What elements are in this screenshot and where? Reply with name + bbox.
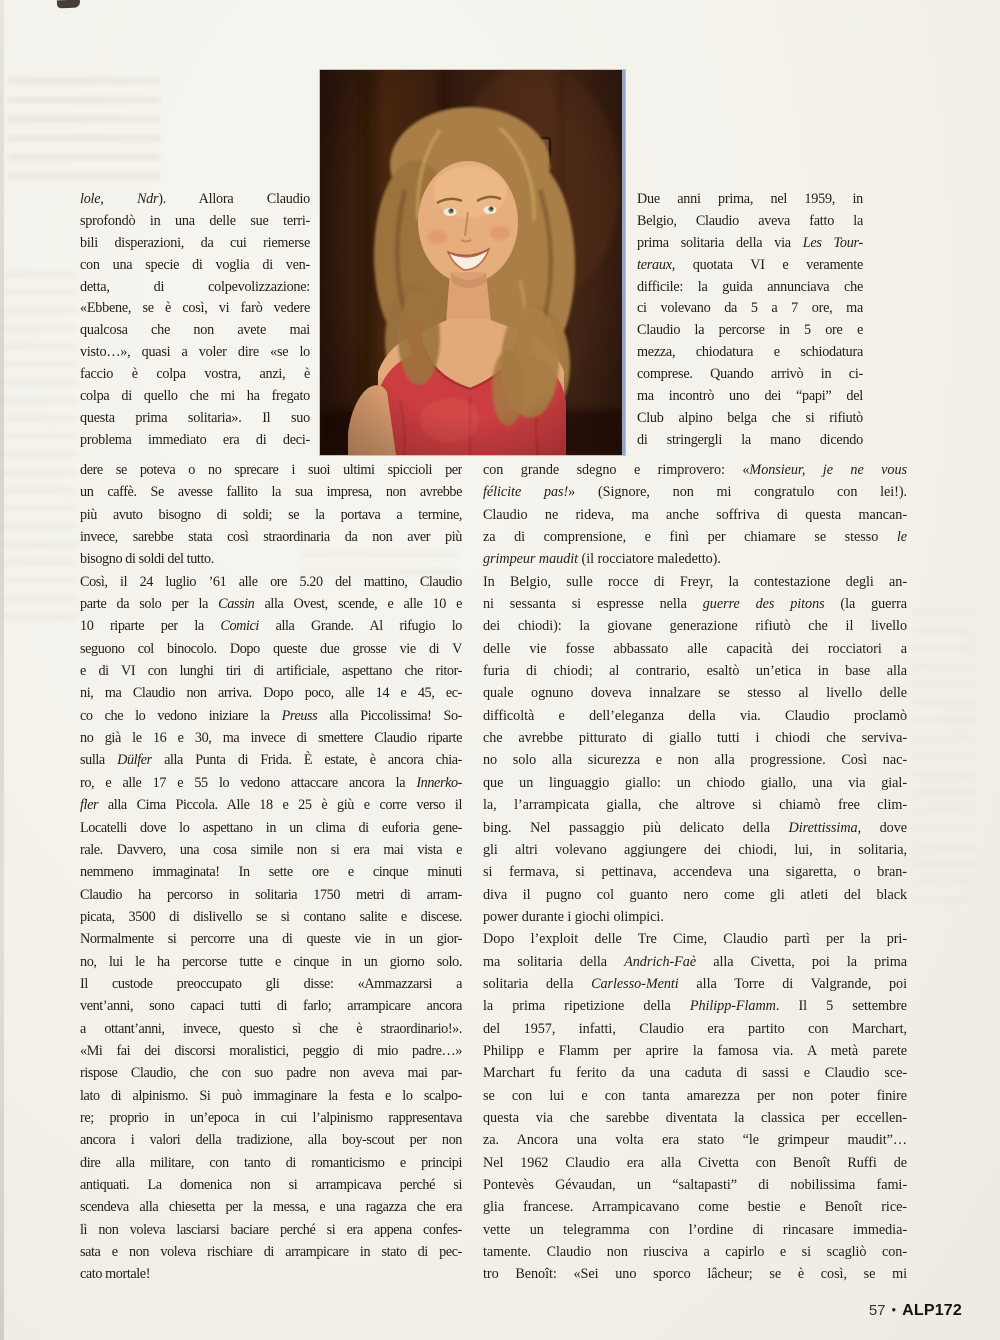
text-line: dire alla militare, con tanto di romanticismo e principi <box>80 1154 462 1171</box>
text-line: ro, e alle 17 e 55 lo vedono attaccare ancora la Innerko- <box>80 774 462 791</box>
text-line: con grande sdegno e rimprovero: «Monsieur, je ne vous <box>483 462 907 478</box>
text-line: comprese. Quando arrivò in ci- <box>637 366 863 383</box>
left-column-lower-text <box>80 459 462 1286</box>
bleedthrough-ghost <box>8 78 160 190</box>
text-line: félicite pas!» (Signore, non mi congratulo con lei!). <box>483 484 907 501</box>
text-line: teraux, quotata VI e veramente <box>637 256 863 273</box>
text-line: Così, il 24 luglio ’61 alle ore 5.20 del mattino, Claudio <box>80 573 462 590</box>
text-line: un caffè. Se avesse fallito la sua impresa, non avrebbe <box>80 484 462 501</box>
text-line: solitaria della Carlesso-Menti alla Torre di Valgrande, poi <box>483 975 907 992</box>
text-line: Belgio, Claudio aveva fatto la <box>637 212 863 229</box>
text-line: dere se poteva o no sprecare i suoi ultimi spiccioli per <box>80 462 462 478</box>
text-line: rispose Claudio, che con suo padre non aveva mai par- <box>80 1065 462 1082</box>
text-line: Marchart fu ferito da una caduta di sassi e Claudio sce- <box>483 1065 907 1082</box>
bleedthrough-ghost <box>914 610 974 910</box>
footer-bullet: • <box>891 1302 897 1317</box>
text-line: cato mortale! <box>80 1266 151 1283</box>
text-line: difficile: la guida annunciava che <box>637 278 863 295</box>
text-line: sata e non voleva rischiare di arrampicare in stato di pec- <box>80 1244 462 1261</box>
text-line: gli altri volevano aggiungere dei chiodi, lui, in solitaria, <box>483 841 907 858</box>
text-line: con una specie di voglia di ven- <box>80 256 310 273</box>
text-line: antiquati. La domenica non si arrampicava perché si <box>80 1177 462 1193</box>
text-line: In Belgio, sulle rocce di Freyr, la contestazione degli an- <box>483 573 907 590</box>
text-line: sprofondò in una delle sue terri- <box>80 212 310 229</box>
text-line: seguono col binocolo. Dopo queste due grosse vie di V <box>80 640 462 657</box>
text-line: za. Ancora una volta era stato “le grimpeur maudit”… <box>483 1132 907 1149</box>
text-line: Normalmente si percorre una di queste vie in un gior- <box>80 931 462 948</box>
text-line: Il custode preoccupato gli disse: «Ammazzarsi a <box>80 975 462 992</box>
text-line: e di VI con lunghi tiri di artificiale, aspettano che ritor- <box>80 663 462 680</box>
bleedthrough-ghost <box>4 272 76 632</box>
text-line: a ottant’anni, invece, questo sì che è straordinario!». <box>80 1020 462 1037</box>
text-line: bili disperazioni, da cui riemerse <box>80 234 310 251</box>
text-line: invece, sarebbe stata così straordinaria da non aver più <box>80 529 462 546</box>
text-line: più avuto bisogno di soldi; se la portava a termine, <box>80 506 462 523</box>
text-line: ancora i valori della tradizione, alla boy-scout per non <box>80 1132 462 1149</box>
text-line: ma solitaria della Andrich-Faè alla Civetta, poi la prima <box>483 953 907 970</box>
text-line: bisogno di soldi del tutto. <box>80 551 214 568</box>
text-line: tamente. Claudio non riusciva a capirlo e si scagliò con- <box>483 1244 907 1261</box>
text-line: tro Benoît: «Sei uno sporco lâcheur; se è così, se mi <box>483 1266 907 1283</box>
text-line: fler alla Cima Piccola. Alle 18 e 25 è giù e corre verso il <box>80 797 462 814</box>
text-line: ni sessanta si espresse nella guerre des pitons (la guerra <box>483 596 907 613</box>
text-line: parte da solo per la Cassin alla Ovest, scende, e alle 10 e <box>80 596 462 613</box>
text-line: lì non voleva lasciarsi baciare perché si era appena confes- <box>80 1221 462 1238</box>
text-line: za di comprensione, e finì per chiamare se stesso le <box>483 529 907 546</box>
portrait-illustration <box>320 70 622 455</box>
text-line: Club alpino belga che si rifiutò <box>637 409 863 426</box>
text-line: glia francese. Arrampicavano come bestie e Benoît rice- <box>483 1199 907 1216</box>
text-line: prima solitaria della via Les Tour- <box>637 234 863 251</box>
text-line: si fermava, si pettinava, accendeva una sigaretta, o bran- <box>483 864 907 881</box>
left-column-upper-text <box>80 189 310 452</box>
text-line: dei chiodi): la giovane generazione rifiutò che il livello <box>483 618 907 635</box>
text-line: Pontevès Gévaudan, un “saltapasti” di nobilissima fami- <box>483 1177 907 1193</box>
text-line: la prima ripetizione della Philipp-Flamm. Il 5 settembre <box>483 998 907 1015</box>
text-line: Nel 1962 Claudio era alla Civetta con Benoît Ruffi de <box>483 1154 907 1171</box>
text-line: colpa di quello che mi ha fregato <box>80 388 310 405</box>
text-line: lole, Ndr). Allora Claudio <box>80 191 310 207</box>
text-line: grimpeur maudit (il rocciatore maledetto). <box>483 551 721 568</box>
scan-mark-artifact <box>57 0 80 8</box>
page-footer <box>869 1302 962 1320</box>
text-line: rale. Davvero, una cosa simile non si era mai vista e <box>80 841 462 858</box>
text-line: no solo alla sicurezza e non alla progressione. Così nac- <box>483 752 907 769</box>
text-line: «Ebbene, se è così, vi farò vedere <box>80 300 310 317</box>
text-line: nemmeno immaginata! In sette ore e cinque minuti <box>80 864 462 881</box>
text-line: qualcosa che non avete mai <box>80 322 310 339</box>
text-line: vent’anni, sono capaci tutti di farlo; arrampicare ancora <box>80 998 462 1015</box>
text-line: questa via che sarebbe diventata la classica per eccellen- <box>483 1109 907 1126</box>
text-line: furia di chiodi; al contrario, esaltò un’etica in base alla <box>483 663 907 680</box>
text-line: ni, ma Claudio non arriva. Dopo poco, alle 14 e 45, ec- <box>80 685 462 702</box>
text-line: bing. Nel passaggio più delicato della Direttissima, dove <box>483 819 907 836</box>
text-line: no già le 16 e 30, ma invece di smettere Claudio riparte <box>80 730 462 747</box>
text-line: Claudio la percorse in 5 ore e <box>637 322 863 339</box>
text-line: Due anni prima, nel 1959, in <box>637 191 863 207</box>
text-line: la, l’arrampicata gialla, che altrove si chiamò free clim- <box>483 797 907 814</box>
text-line: co che lo vedono iniziare la Preuss alla Piccolissima! So- <box>80 707 462 724</box>
text-line: «Mi fai dei discorsi moralistici, peggio di mio padre…» <box>80 1042 462 1059</box>
text-line: se con lui e con tanta amarezza per non poter finire <box>483 1087 907 1104</box>
text-line: Locatelli dove lo aspettano in un clima di euforia gene- <box>80 819 462 836</box>
right-column-upper-text <box>637 189 863 452</box>
text-line: lato di alpinismo. Si può immaginare la festa e lo scalpo- <box>80 1087 462 1104</box>
text-line: difficoltà e dell’eleganza della via. Claudio proclamò <box>483 707 907 724</box>
text-line: diva il pugno col guanto nero come gli atleti del black <box>483 886 907 903</box>
text-line: vette un telegramma con l’ordine di rincasare immedia- <box>483 1221 907 1238</box>
text-line: ma incontrò uno dei “papi” del <box>637 388 863 405</box>
scan-edge-artifact <box>0 0 4 1340</box>
text-line: 10 riparte per la Comici alla Grande. Al rifugio lo <box>80 618 462 635</box>
text-line: del 1957, infatti, Claudio era partito con Marchart, <box>483 1020 907 1037</box>
text-line: quale ognuno doveva innalzare se stesso al livello delle <box>483 685 907 702</box>
text-line: visto…», quasi a voler dire «se lo <box>80 344 310 361</box>
page-number: 57 <box>868 1302 886 1319</box>
magazine-logo: ALP172 <box>902 1302 962 1319</box>
text-line: re; proprio in un’epoca in cui l’alpinismo rappresentava <box>80 1109 462 1126</box>
text-line: che avrebbe pitturato di giallo tutti i chiodi che serviva- <box>483 730 907 747</box>
text-line: Philipp e Flamm per aprire la famosa via. A metà parete <box>483 1042 907 1059</box>
text-line: problema immediato era di deci- <box>80 431 310 448</box>
text-line: delle vie fosse abbassato alle capacità dei rocciatori a <box>483 640 907 657</box>
text-line: di stringergli la mano dicendo <box>637 431 863 448</box>
text-line: picata, 3500 di dislivello se si contano salite e discese. <box>80 908 462 925</box>
right-column-lower-text <box>483 459 907 1286</box>
text-line: que un linguaggio giallo: un chiodo giallo, una via gial- <box>483 774 907 791</box>
text-line: questa prima solitaria». Il suo <box>80 409 310 426</box>
text-line: scendeva alla chiesetta per la messa, e una ragazza che era <box>80 1199 462 1216</box>
text-line: ci volevano da 5 a 7 ore, ma <box>637 300 863 317</box>
text-line: power durante i giochi olimpici. <box>483 908 664 925</box>
text-line: sulla Dülfer alla Punta di Frida. È estate, è ancora chia- <box>80 752 462 769</box>
text-line: mezza, chiodatura e schiodatura <box>637 344 863 361</box>
text-line: Dopo l’exploit delle Tre Cime, Claudio partì per la pri- <box>483 931 907 948</box>
text-line: detta, di colpevolizzazione: <box>80 278 310 295</box>
woman-portrait-photo <box>320 70 625 455</box>
text-line: no, lui le ha percorse tutte e cinque in un giorno solo. <box>80 953 462 970</box>
text-line: faccio è colpa vostra, anzi, è <box>80 366 310 383</box>
text-line: Claudio ne rideva, ma anche soffriva di questa mancan- <box>483 506 907 523</box>
text-line: Claudio ha percorso in solitaria 1750 metri di arram- <box>80 886 462 903</box>
